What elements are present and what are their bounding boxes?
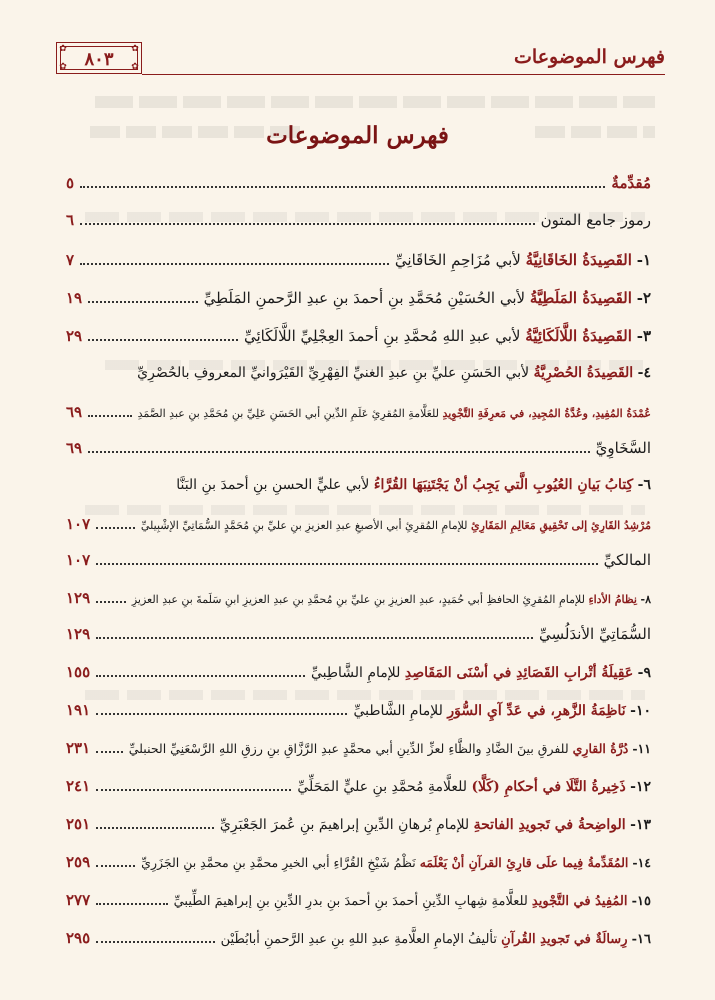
ornament-icon: ✿ (59, 44, 67, 54)
running-title: فهرس الموضوعات (514, 46, 665, 68)
toc-entry[interactable] (66, 735, 651, 761)
dot-leader (80, 247, 389, 265)
dot-leader (88, 435, 590, 453)
running-header (56, 40, 665, 78)
dot-leader (96, 547, 597, 565)
toc-entry-text: ٣- القَصِيدَةُ اللَّالَكَائِيَّةُ لأبي عبدِ اللهِ مُحمَّدِ بنِ أحمدَ العِجْلِيِّ اللَّالَكَائِيِّ (244, 327, 651, 345)
toc-entry[interactable] (66, 887, 651, 913)
page-title: فهرس الموضوعات (266, 122, 449, 149)
toc-page-number: ١٥٥ (66, 663, 91, 681)
toc-entry[interactable] (66, 247, 651, 273)
toc-page-number: ١٠٧ (66, 551, 91, 569)
toc-entry-text: مُرْشِدُ القَارِئِ إلى تَحْقِيقِ مَعَالِمِ المَقَارِئِ للإمامِ المُقرِئِ أبي الأصبغِ عبدِ العزيزِ بنِ عليِّ بنِ مُحَمَّدٍ السُّمَاتِيِّ الإشْبِيليِّ (140, 519, 651, 532)
toc-entry[interactable] (66, 323, 651, 349)
toc-entry[interactable] (66, 473, 651, 499)
toc-entry[interactable] (66, 511, 651, 573)
toc-entry-text: ١٢- ذَخِيرةُ التَّلَا في أحكامِ (كَلَّا) للعلَّامةِ مُحمَّدِ بنِ عليٍّ المَحَلِّيِّ (297, 779, 651, 795)
toc-page-number: ٢٤١ (66, 777, 91, 795)
toc-page-number: ١٩١ (66, 701, 91, 719)
toc-entry[interactable] (66, 849, 651, 875)
toc-page-number: ١٩ (66, 289, 83, 307)
toc-entry-text: ٨- نِظامُ الأداءِ للإمامِ المُقرِئِ الحافظِ أبي حُمَيدٍ، عبدِ العزيزِ بنِ عليِّ بنِ مُحمَّدِ بنِ عبدِ العزيزِ ابنِ سَلَمةَ بنِ عبدِ العزيزِ (131, 593, 651, 606)
toc-entry-text: ١٦- رِسالَةٌ في تَجويدِ القُرآنِ تأليفُ الإمامِ العلَّامةِ عبدِ اللهِ بنِ عبدِ الرَّحمنِ أبابُطَيْن (220, 932, 651, 947)
dot-leader (88, 323, 238, 341)
toc-page-number: ٢٥٩ (66, 853, 91, 871)
toc-entry-continuation: المالكيِّ (603, 551, 651, 569)
toc-page-number: ٢٥١ (66, 815, 91, 833)
header-rule (142, 74, 665, 75)
toc-entry[interactable] (66, 697, 651, 723)
toc-entry-continuation: السَّخَاوِيِّ (595, 439, 651, 457)
toc-entry[interactable] (66, 361, 651, 387)
toc-page-number: ١٢٩ (66, 589, 91, 607)
toc-entry-text: ١٥- المُفِيدُ في التَّجْويدِ للعلَّامةِ شِهابِ الدِّينِ أحمدَ بنِ أحمدَ بنِ بدرِ الدِّينِ بنِ إبراهيمَ الطِّيبيِّ (173, 894, 651, 909)
bleed-through-text (95, 96, 655, 108)
toc-entry[interactable] (66, 659, 651, 685)
toc-page-number: ٦٩ (66, 439, 83, 457)
toc-entry[interactable] (66, 585, 651, 647)
toc-entry-text: مُقدِّمةٌ (611, 174, 651, 192)
toc-entry-text: عُمْدَةُ المُفِيدِ، وعُدَّةُ المُجِيدِ، في مَعرِفَةِ التَّجْوِيدِ للعَلَّامةِ المُقرِئِ عَلَمِ الدِّينِ أبي الحَسَنِ عَلِيِّ بنِ مُحَمَّدِ بنِ عبدِ الصَّمَدِ (137, 407, 651, 420)
toc-entry-text: ٩- عَقِيلَةُ أتْرابِ القَصَائِدِ في أسْنَى المَقَاصِدِ للإمامِ الشَّاطِبيِّ (310, 665, 651, 681)
toc-page-number: ٦ (66, 211, 75, 229)
dot-leader (96, 811, 214, 829)
dot-leader (96, 659, 305, 677)
toc-entry[interactable] (66, 170, 651, 196)
toc-entry[interactable] (66, 399, 651, 461)
toc-page-number: ١٢٩ (66, 625, 91, 643)
toc-page-number: ٢٩٥ (66, 929, 91, 947)
toc-page-number: ١٠٧ (66, 515, 91, 533)
dot-leader (96, 925, 214, 943)
toc-entry-text: ١- القَصِيدَةُ الخَاقَانِيَّةُ لأبي مُزَاحِمِ الخَاقَانِيِّ (394, 251, 651, 269)
dot-leader (88, 399, 131, 417)
dot-leader (96, 511, 135, 529)
toc-entry-text: ٢- القَصِيدَةُ المَلَطِيَّةُ لأبي الحُسَيْنِ مُحَمَّدِ بنِ أحمدَ بنِ عبدِ الرَّحمنِ المَلَطِيِّ (203, 289, 651, 307)
dot-leader (88, 285, 197, 303)
ornament-icon: ✿ (131, 44, 139, 54)
toc-entry-text: ١٣- الواضِحةُ في تَجويدِ الفاتحةِ للإمامِ بُرهانِ الدِّينِ إبراهيمَ بنِ عُمرَ الجَعْبَرِيِّ (219, 817, 651, 833)
toc-entry[interactable] (66, 925, 651, 951)
toc-entry-continuation: السُّمَاتِيِّ الأندَلُسِيِّ (538, 625, 651, 643)
ornament-icon: ✿ (131, 62, 139, 72)
toc-entry[interactable] (66, 773, 651, 799)
toc-entry-text: ١٤- المُقَدِّمةُ فِيما علَى قارِئِ القرآنِ أنْ يَعْلَمَه نَظْمُ شَيْخِ القُرَّاءِ أبي الخيرِ محمَّدِ بنِ محمَّدِ بنِ الجَزَرِيِّ (141, 855, 651, 870)
dot-leader (96, 735, 123, 753)
page-number: ٨٠٣ (84, 49, 114, 70)
toc-page-number: ٥ (66, 174, 75, 192)
toc-entry-text: ١١- دُرَّةُ القارِي للفرقِ بينَ الضَّادِ والظَّاءِ لعزِّ الدِّينِ أبي محمَّدٍ عبدِ الرَّزَّاقِ بنِ رزقِ اللهِ الرَّسْعَنِيِّ الحنبليِّ (128, 741, 651, 756)
toc-page-number: ٦٩ (66, 403, 83, 421)
toc-page-number: ٢٣١ (66, 739, 91, 757)
toc-page-number: ٢٧٧ (66, 891, 91, 909)
dot-leader (80, 170, 605, 188)
dot-leader (96, 887, 167, 905)
toc-entry[interactable] (66, 285, 651, 311)
dot-leader (96, 585, 126, 603)
page-number-frame (56, 42, 142, 74)
dot-leader (96, 849, 135, 867)
dot-leader (96, 697, 347, 715)
dot-leader (96, 773, 291, 791)
toc-page-number: ٧ (66, 251, 75, 269)
dot-leader (80, 207, 535, 225)
toc-entry-text: ٤- القَصِيدَةُ الحُصْرِيَّةُ لأبي الحَسَنِ عليِّ بنِ عبدِ الغنيِّ الفِهْرِيِّ القَيْرَوانيِّ المعروفِ بالحُصْرِيِّ (137, 365, 651, 381)
ornament-icon: ✿ (59, 62, 67, 72)
toc-entry-text: رموز جامع المتون (540, 211, 651, 229)
toc-page-number: ٢٩ (66, 327, 83, 345)
toc-entry[interactable] (66, 811, 651, 837)
dot-leader (96, 621, 533, 639)
toc-entry[interactable] (66, 207, 651, 233)
toc-entry-text: ٦- كِتابُ بَيانِ العُيُوبِ الَّتي يَجِبُ أنْ يَجْتَنِبَهَا القُرَّاءُ لأبي عليٍّ الحسنِ بنِ أحمدَ بنِ البَنَّا (176, 477, 651, 493)
toc-entry-text: ١٠- نَاظِمَةُ الزَّهرِ، في عَدِّ آيِ السُّوَرِ للإمامِ الشَّاطبيِّ (353, 703, 651, 719)
